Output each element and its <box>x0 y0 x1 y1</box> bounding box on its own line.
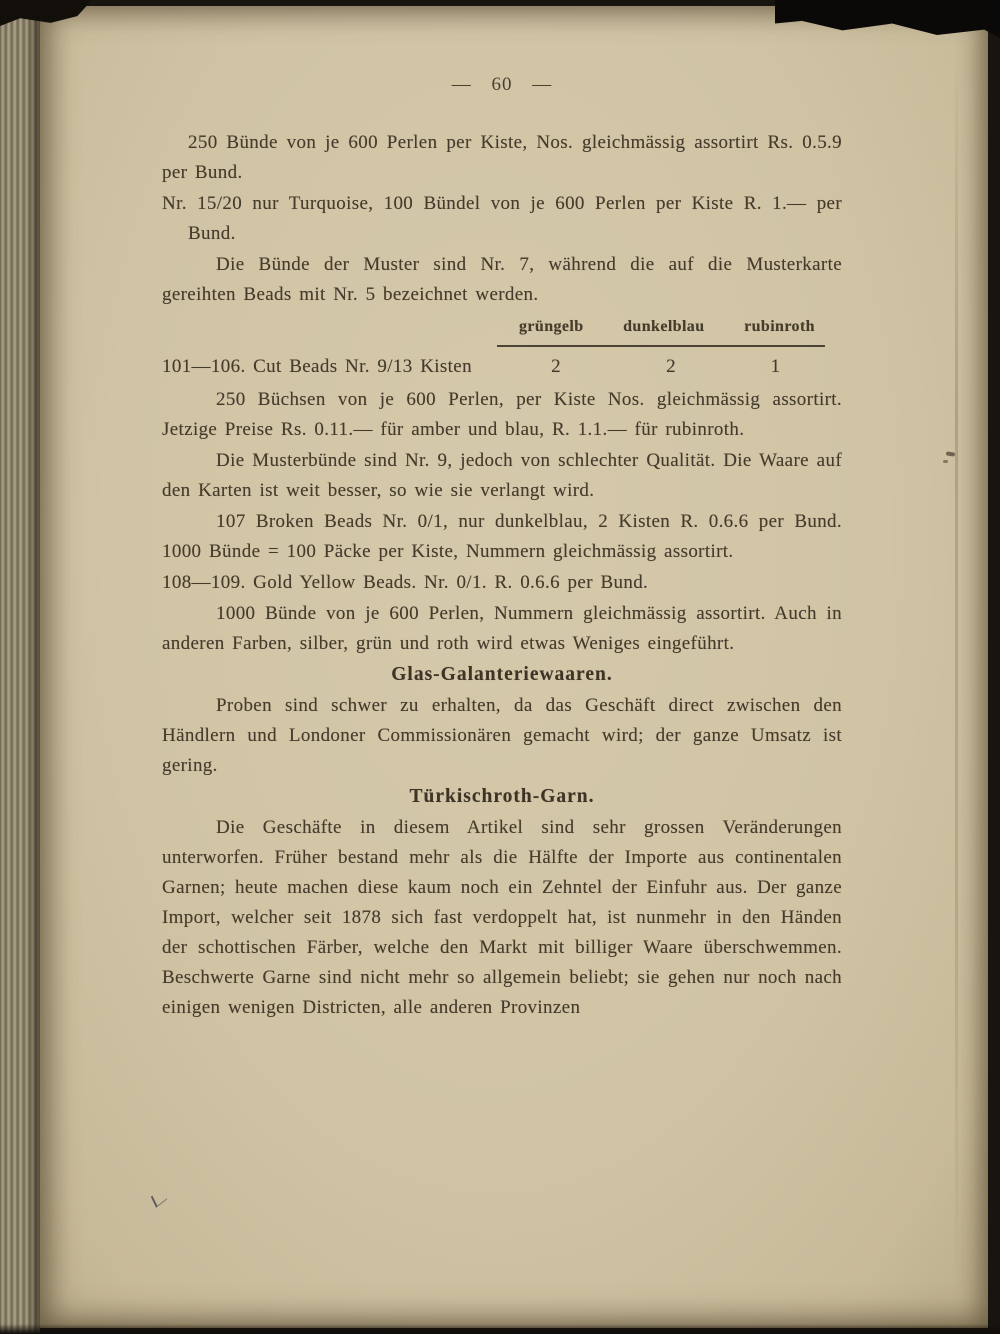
page-crease <box>955 46 958 1286</box>
table-row-label: 101—106. Cut Beads Nr. 9/13 Kisten <box>162 356 472 377</box>
heading-glas-galanteriewaaren: Glas-Galanteriewaaren. <box>391 664 613 685</box>
page-bottom-shadow <box>0 1324 1000 1334</box>
paragraph-gold-beads: 1000 Bünde von je 600 Perlen, Nummern gleichmässig assortirt. Auch in anderen Farben, silber, grün und roth wird etwas Weniges eingeführt. <box>162 603 842 654</box>
paragraph-broken-beads: 107 Broken Beads Nr. 0/1, nur dunkelblau, 2 Kisten R. 0.6.6 per Bund. 1000 Bünde = 100 Päcke per Kiste, Nummern gleichmässig assortirt. <box>162 511 842 562</box>
stray-pen-mark <box>151 1188 167 1208</box>
heading-tuerkischroth-garn: Türkischroth-Garn. <box>409 786 595 807</box>
page-text <box>162 128 842 1024</box>
table-column-rubinroth: rubinroth <box>744 318 815 335</box>
table-value-rubinroth: 1 <box>770 356 781 377</box>
page-number: — 60 — <box>451 74 553 95</box>
stray-mark <box>943 460 948 463</box>
beads-table-row <box>162 352 842 382</box>
stray-mark <box>946 451 955 456</box>
paragraph-garn: Die Geschäfte in diesem Artikel sind sehr grossen Veränderungen unterworfen. Früher bestand mehr als die Hälfte der Importe aus continentalen Garnen; heute machen diese kaum noch ein Zehntel der Einfuhr aus. Der ganze Import, welcher seit 1878 sich fast verdoppelt hat, ist nunmehr in den Händen der schottischen Färber, welche den Markt mit billiger Waare überschwemmen. Beschwerte Garne sind nicht mehr so allgemein beliebt; sie gehen nur noch nach einigen wenigen Districten, alle anderen Provinzen <box>162 817 842 1018</box>
book-binding-edge <box>0 0 40 1334</box>
paragraph-bead-entry-2: Nr. 15/20 nur Turquoise, 100 Bündel von je 600 Perlen per Kiste R. 1.— per Bund. <box>162 193 842 244</box>
table-column-gruengelb: grüngelb <box>519 318 584 335</box>
table-column-dunkelblau: dunkelblau <box>623 318 705 335</box>
beads-table <box>162 312 842 382</box>
page-paper <box>40 6 988 1328</box>
beads-table-header <box>497 312 825 347</box>
paragraph-buechsen: 250 Büchsen von je 600 Perlen, per Kiste Nos. gleichmässig assortirt. Jetzige Preise Rs. 0.11.— für amber und blau, R. 1.1.— für rubinroth. <box>162 389 842 440</box>
paragraph-glas: Proben sind schwer zu erhalten, da das Geschäft direct zwischen den Händlern und Londoner Commissionären gemacht wird; der ganze Umsatz ist gering. <box>162 695 842 776</box>
table-value-gruengelb: 2 <box>551 356 561 377</box>
paragraph-musterbuende: Die Musterbünde sind Nr. 9, jedoch von schlechter Qualität. Die Waare auf den Karten ist weit besser, so wie sie verlangt wird. <box>162 450 842 501</box>
table-value-dunkelblau: 2 <box>666 356 676 377</box>
line-gold-yellow-beads: 108—109. Gold Yellow Beads. Nr. 0/1. R. 0.6.6 per Bund. <box>162 572 649 593</box>
paragraph-bead-entry-1: 250 Bünde von je 600 Perlen per Kiste, Nos. gleichmässig assortirt Rs. 0.5.9 per Bund. <box>162 132 842 183</box>
paragraph-muster: Die Bünde der Muster sind Nr. 7, während die auf die Musterkarte gereihten Beads mit Nr. 5 bezeichnet werden. <box>162 254 842 305</box>
